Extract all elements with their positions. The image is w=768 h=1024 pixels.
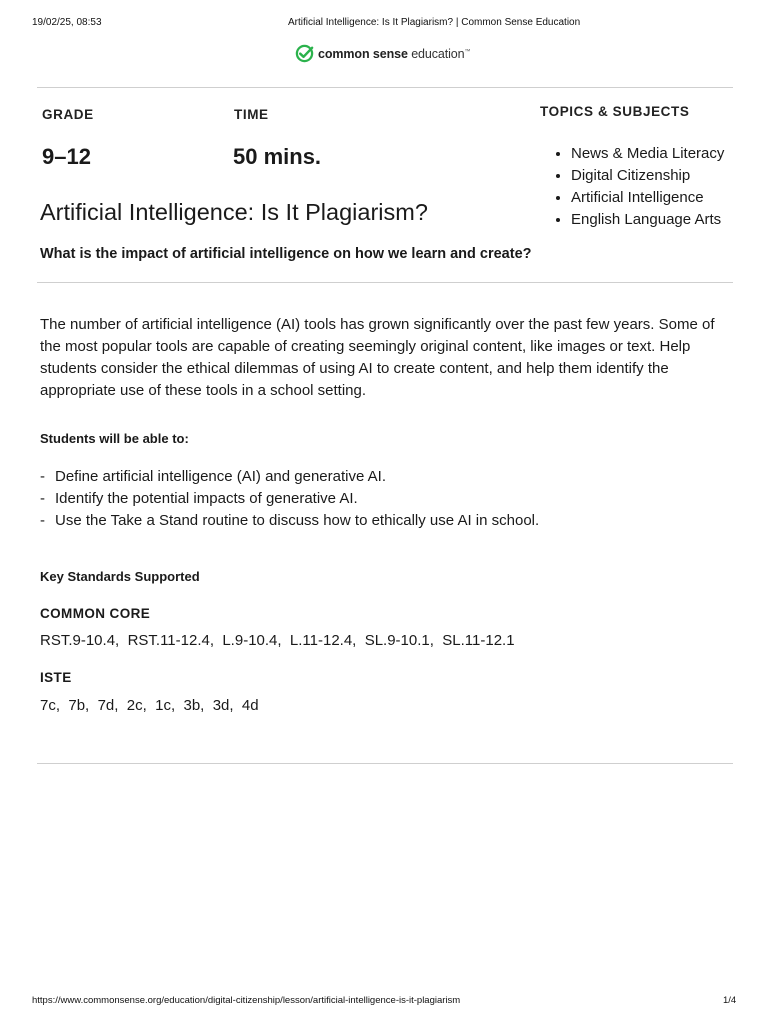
topic-item: • News & Media Literacy xyxy=(571,143,724,165)
iste-standard[interactable]: 7d, xyxy=(97,697,119,714)
common-core-standards xyxy=(40,632,515,649)
common-core-label: COMMON CORE xyxy=(40,606,151,621)
iste-label: ISTE xyxy=(40,670,72,685)
grade-value: 9–12 xyxy=(42,144,91,169)
print-datetime: 19/02/25, 08:53 xyxy=(32,17,102,28)
objectives-list xyxy=(40,466,539,532)
common-core-standard[interactable]: SL.9-10.1, xyxy=(364,632,434,649)
topics-label: TOPICS & SUBJECTS xyxy=(540,104,690,119)
bottom-divider xyxy=(37,763,733,764)
common-core-standard[interactable]: SL.11-12.1 xyxy=(442,632,515,649)
print-url[interactable]: https://www.commonsense.org/education/digital-citizenship/lesson/artificial-intelligence-is-it-plagiarism xyxy=(32,995,461,1006)
time-value: 50 mins. xyxy=(233,144,322,169)
print-page-number: 1/4 xyxy=(723,995,737,1006)
description-line: The number of artificial intelligence (AI) tools has grown significantly over the past few years. Some of xyxy=(40,316,715,333)
common-core-standard[interactable]: L.9-10.4, xyxy=(222,632,282,649)
description-line: students consider the ethical dilemmas of using AI to create content, and help them identify the xyxy=(40,360,669,377)
common-core-standard[interactable]: RST.9-10.4, xyxy=(40,632,120,649)
objective-item: - Use the Take a Stand routine to discuss how to ethically use AI in school. xyxy=(40,510,539,532)
lesson-question: What is the impact of artificial intelligence on how we learn and create? xyxy=(40,246,532,262)
grade-label: GRADE xyxy=(42,107,94,122)
top-divider xyxy=(37,87,733,88)
time-label: TIME xyxy=(234,107,269,122)
common-core-standard[interactable]: L.11-12.4, xyxy=(289,632,357,649)
standards-heading: Key Standards Supported xyxy=(40,569,200,584)
objective-item: - Identify the potential impacts of generative AI. xyxy=(40,488,539,510)
objectives-label: Students will be able to: xyxy=(40,431,189,446)
iste-standard[interactable]: 7c, xyxy=(40,697,61,714)
lesson-description xyxy=(40,314,714,402)
topic-item: • Digital Citizenship xyxy=(571,165,724,187)
iste-standard[interactable]: 1c, xyxy=(155,697,176,714)
topic-item: • English Language Arts xyxy=(571,209,724,231)
iste-standard[interactable]: 4d xyxy=(241,697,259,714)
description-line: the most popular tools are capable of creating seemingly original content, like images or text. Help xyxy=(40,338,691,355)
iste-standard[interactable]: 3b, xyxy=(183,697,205,714)
common-sense-logo[interactable] xyxy=(295,44,470,63)
iste-standard[interactable]: 7b, xyxy=(68,697,90,714)
print-page-title: Artificial Intelligence: Is It Plagiarism? | Common Sense Education xyxy=(288,17,581,28)
topic-item: • Artificial Intelligence xyxy=(571,187,724,209)
lesson-title: Artificial Intelligence: Is It Plagiarism? xyxy=(40,199,428,225)
logo-wordmark: common sense education™ xyxy=(318,46,471,61)
middle-divider xyxy=(37,282,733,283)
check-circle-icon xyxy=(295,44,314,63)
iste-standards xyxy=(40,697,259,714)
topics-list xyxy=(553,143,724,231)
objective-item: - Define artificial intelligence (AI) and generative AI. xyxy=(40,466,539,488)
description-line: appropriate use of these tools in a school setting. xyxy=(40,382,367,399)
iste-standard[interactable]: 2c, xyxy=(126,697,147,714)
common-core-standard[interactable]: RST.11-12.4, xyxy=(127,632,214,649)
iste-standard[interactable]: 3d, xyxy=(212,697,234,714)
